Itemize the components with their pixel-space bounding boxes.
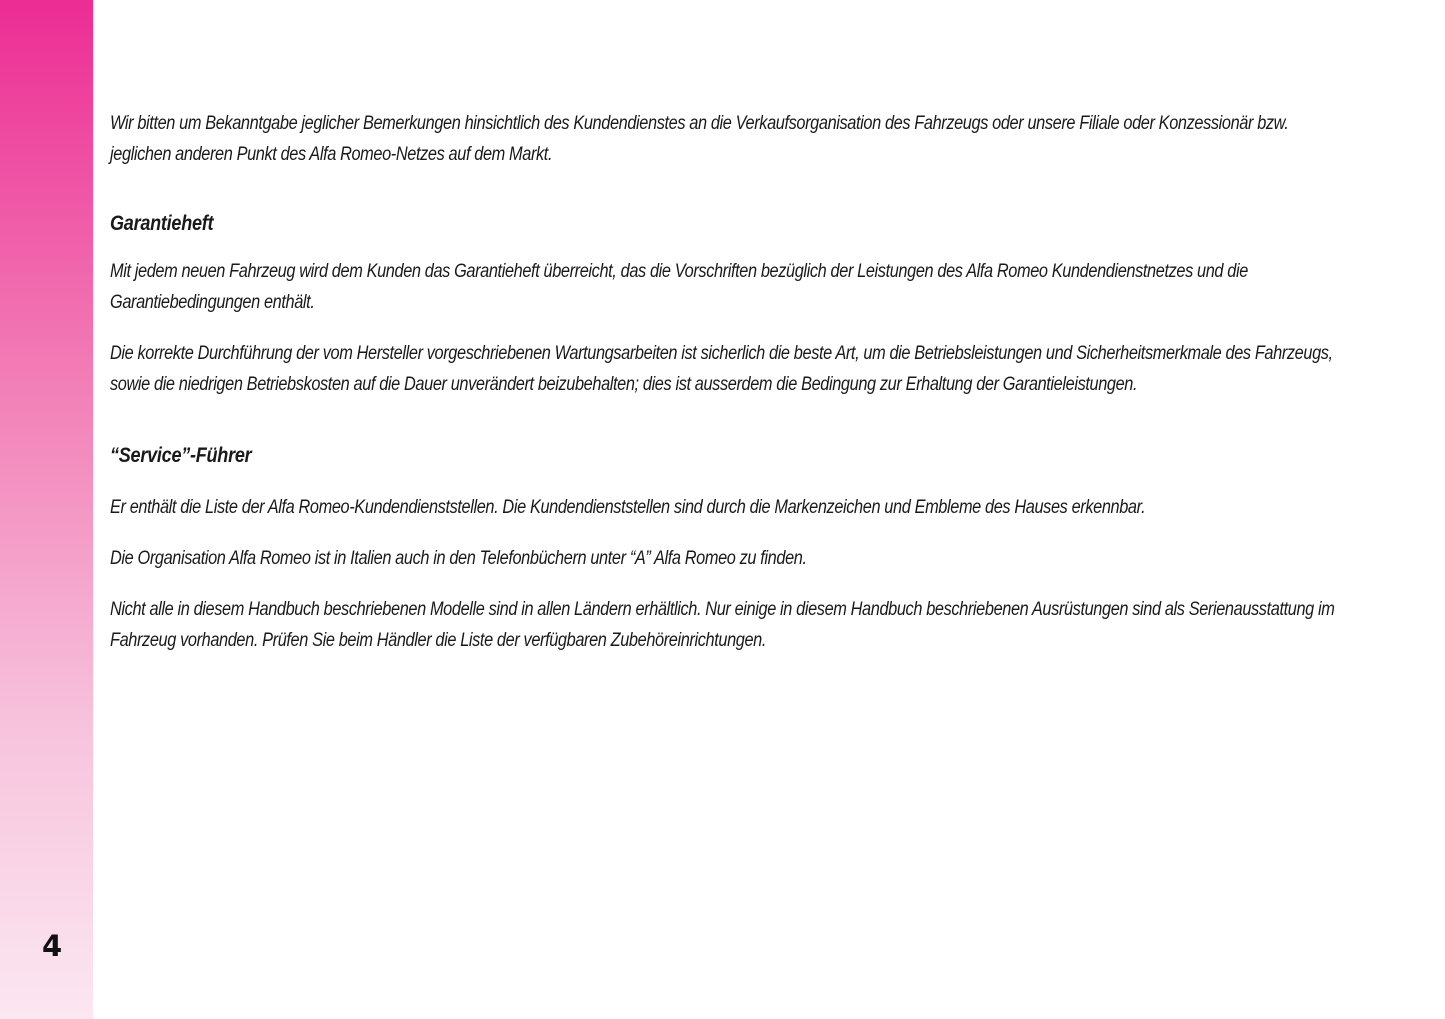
intro-paragraph: Wir bitten um Bekanntgabe jeglicher Bemerkungen hinsichtlich des Kundendienstes an die Verkaufsorganisation des Fahrzeugs oder unsere Filiale oder Konzessionär bzw. jeglichen anderen Punkt des Alfa Romeo-Netzes auf dem Markt. [110,113,1289,165]
warranty-paragraph-2: Die korrekte Durchführung der vom Hersteller vorgeschriebenen Wartungsarbeiten ist sicherlich die beste Art, um die Betriebsleistungen und Sicherheitsmerkmale des Fahrzeugs, sowie die niedrigen Betriebskosten auf die Dauer unverändert beizubehalten; dies ist ausserdem die Bedingung zur Erhaltung der Garantieleistungen. [110,343,1333,395]
document-body [110,108,1340,656]
service-paragraph-3: Nicht alle in diesem Handbuch beschriebenen Modelle sind in allen Ländern erhältlich. Nur einige in diesem Handbuch beschriebenen Ausrüstungen sind als Serienausstattung im Fahrzeug vorhanden. Prüfen Sie beim Händler die Liste der verfügbaren Zubehöreinrichtungen. [110,599,1335,651]
side-color-band [0,0,93,1019]
service-paragraph-1: Er enthält die Liste der Alfa Romeo-Kundendienststellen. Die Kundendienststellen sind durch die Markenzeichen und Embleme des Hauses erkennbar. [110,497,1146,518]
service-paragraph-2: Die Organisation Alfa Romeo ist in Italien auch in den Telefonbüchern unter “A” Alfa Romeo zu finden. [110,548,807,569]
section-heading-service: “Service”-Führer [110,444,252,467]
section-heading-warranty: Garantieheft [110,212,214,235]
page-number: 4 [42,929,63,963]
warranty-paragraph-1: Mit jedem neuen Fahrzeug wird dem Kunden das Garantieheft überreicht, das die Vorschriften bezüglich der Leistungen des Alfa Romeo Kundendienstnetzes und die Garantiebedingungen enthält. [110,261,1248,313]
